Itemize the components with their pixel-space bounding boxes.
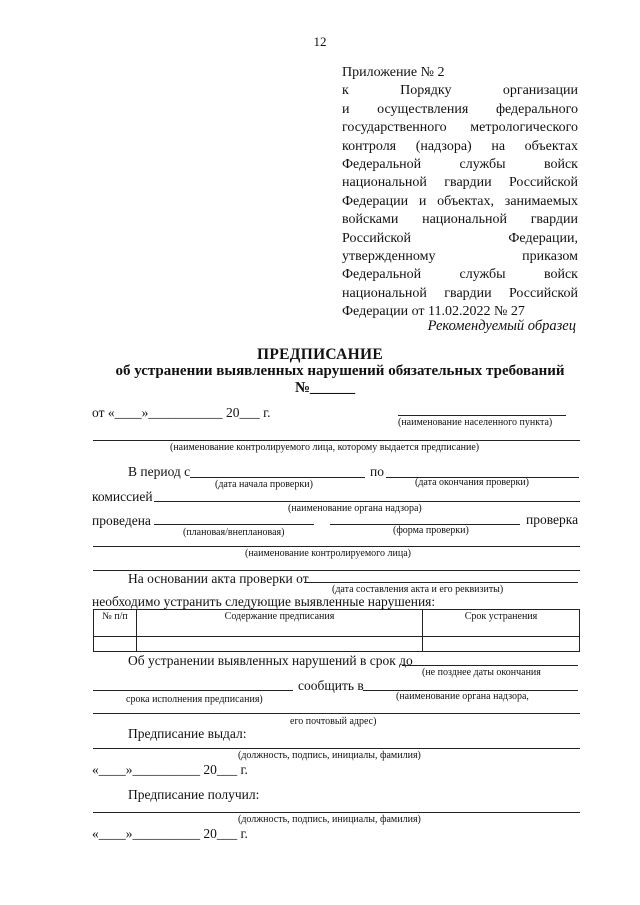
- annex-line: Федерации от 11.02.2022 № 27: [342, 304, 525, 320]
- annex-line: и осуществления федерального: [342, 101, 578, 117]
- annex-line: контроля (надзора) на объектах: [342, 138, 578, 154]
- controlled-person-caption-2: (наименование контролируемого лица): [245, 548, 411, 559]
- period-from-label: В период с: [128, 464, 191, 479]
- header-deadline: Срок устранения: [423, 610, 580, 637]
- period-to-label: по: [370, 464, 384, 479]
- controlled-person-caption: (наименование контролируемого лица, которому выдается предписание): [170, 442, 480, 453]
- check-end-caption: (дата окончания проверки): [415, 477, 529, 488]
- deadline-caption-2: срока исполнения предписания): [126, 694, 263, 705]
- annex-line: Федеральной службы войск: [342, 156, 578, 172]
- commission-line[interactable]: [154, 501, 580, 502]
- basis-label: На основании акта проверки от: [128, 571, 309, 586]
- postal-line[interactable]: [93, 713, 580, 714]
- deadline-line[interactable]: [402, 665, 578, 666]
- controlled-person-line-2[interactable]: [93, 546, 580, 547]
- annex-line: национальной гвардии Российской: [342, 175, 578, 191]
- act-date-line[interactable]: [304, 582, 578, 583]
- supervisor-name-caption-2: (наименование органа надзора,: [396, 691, 529, 702]
- receiver-caption: (должность, подпись, инициалы, фамилия): [238, 814, 421, 825]
- commission-label: комиссией: [92, 489, 153, 504]
- annex-line: утвержденному приказом: [342, 248, 578, 264]
- table-cell[interactable]: [423, 637, 580, 652]
- annex-line: Приложение № 2: [342, 65, 445, 80]
- document-subtitle: об устранении выявленных нарушений обязательных требований: [115, 363, 565, 379]
- issuer-caption: (должность, подпись, инициалы, фамилия): [238, 750, 421, 761]
- annex-line: государственного метрологического: [342, 120, 578, 136]
- postal-caption: его почтовый адрес): [290, 716, 377, 727]
- report-to-label: сообщить в: [298, 678, 364, 693]
- check-form-caption: (форма проверки): [393, 525, 469, 536]
- deadline-caption-1: (не позднее даты окончания: [422, 667, 541, 678]
- elimination-deadline-label: Об устранении выявленных нарушений в срок до: [128, 653, 413, 668]
- settlement-caption: (наименование населенного пункта): [398, 417, 553, 428]
- received-label: Предписание получил:: [128, 787, 260, 802]
- annex-line: Российской Федерации,: [342, 230, 578, 246]
- header-number: № п/п: [94, 610, 137, 637]
- settlement-line[interactable]: [398, 415, 566, 416]
- received-date: «____»__________ 20___ г.: [92, 826, 248, 841]
- necessary-label: необходимо устранить следующие выявленные нарушения:: [92, 594, 436, 609]
- annex-line: войсками национальной гвардии: [342, 212, 578, 228]
- date-line: от «____»___________ 20___ г.: [92, 405, 271, 420]
- annex-block: [342, 64, 578, 321]
- supervisor-name-caption: (наименование органа надзора): [288, 503, 422, 514]
- check-start-line[interactable]: [190, 477, 365, 478]
- annex-line: национальной гвардии Российской: [342, 285, 578, 301]
- check-kind-line[interactable]: [154, 524, 314, 525]
- recommended-sample-label: Рекомендуемый образец: [427, 318, 576, 334]
- table-cell[interactable]: [137, 637, 423, 652]
- annex-line: Федеральной службы войск: [342, 267, 578, 283]
- page-number: 12: [313, 34, 327, 49]
- table-header-row: [94, 610, 580, 637]
- check-kind-caption: (плановая/внеплановая): [183, 527, 285, 538]
- check-label: проверка: [526, 512, 579, 527]
- table-row[interactable]: [94, 637, 580, 652]
- deadline-line-2[interactable]: [93, 690, 293, 691]
- performed-label: проведена: [92, 513, 151, 528]
- table-cell[interactable]: [94, 637, 137, 652]
- issued-label: Предписание выдал:: [128, 726, 247, 741]
- annex-line: Федерации и объектах, занимаемых: [342, 193, 578, 209]
- issued-date: «____»__________ 20___ г.: [92, 762, 248, 777]
- issuer-line[interactable]: [93, 748, 580, 749]
- violations-table: [93, 609, 580, 652]
- document-number: №______: [294, 380, 356, 396]
- receiver-line[interactable]: [93, 812, 580, 813]
- act-date-caption: (дата составления акта и его реквизиты): [332, 584, 504, 595]
- controlled-person-line[interactable]: [93, 440, 580, 441]
- header-content: Содержание предписания: [137, 610, 423, 637]
- document-title: ПРЕДПИСАНИЕ: [256, 346, 383, 363]
- annex-line: к Порядку организации: [342, 83, 578, 99]
- check-start-caption: (дата начала проверки): [215, 479, 313, 490]
